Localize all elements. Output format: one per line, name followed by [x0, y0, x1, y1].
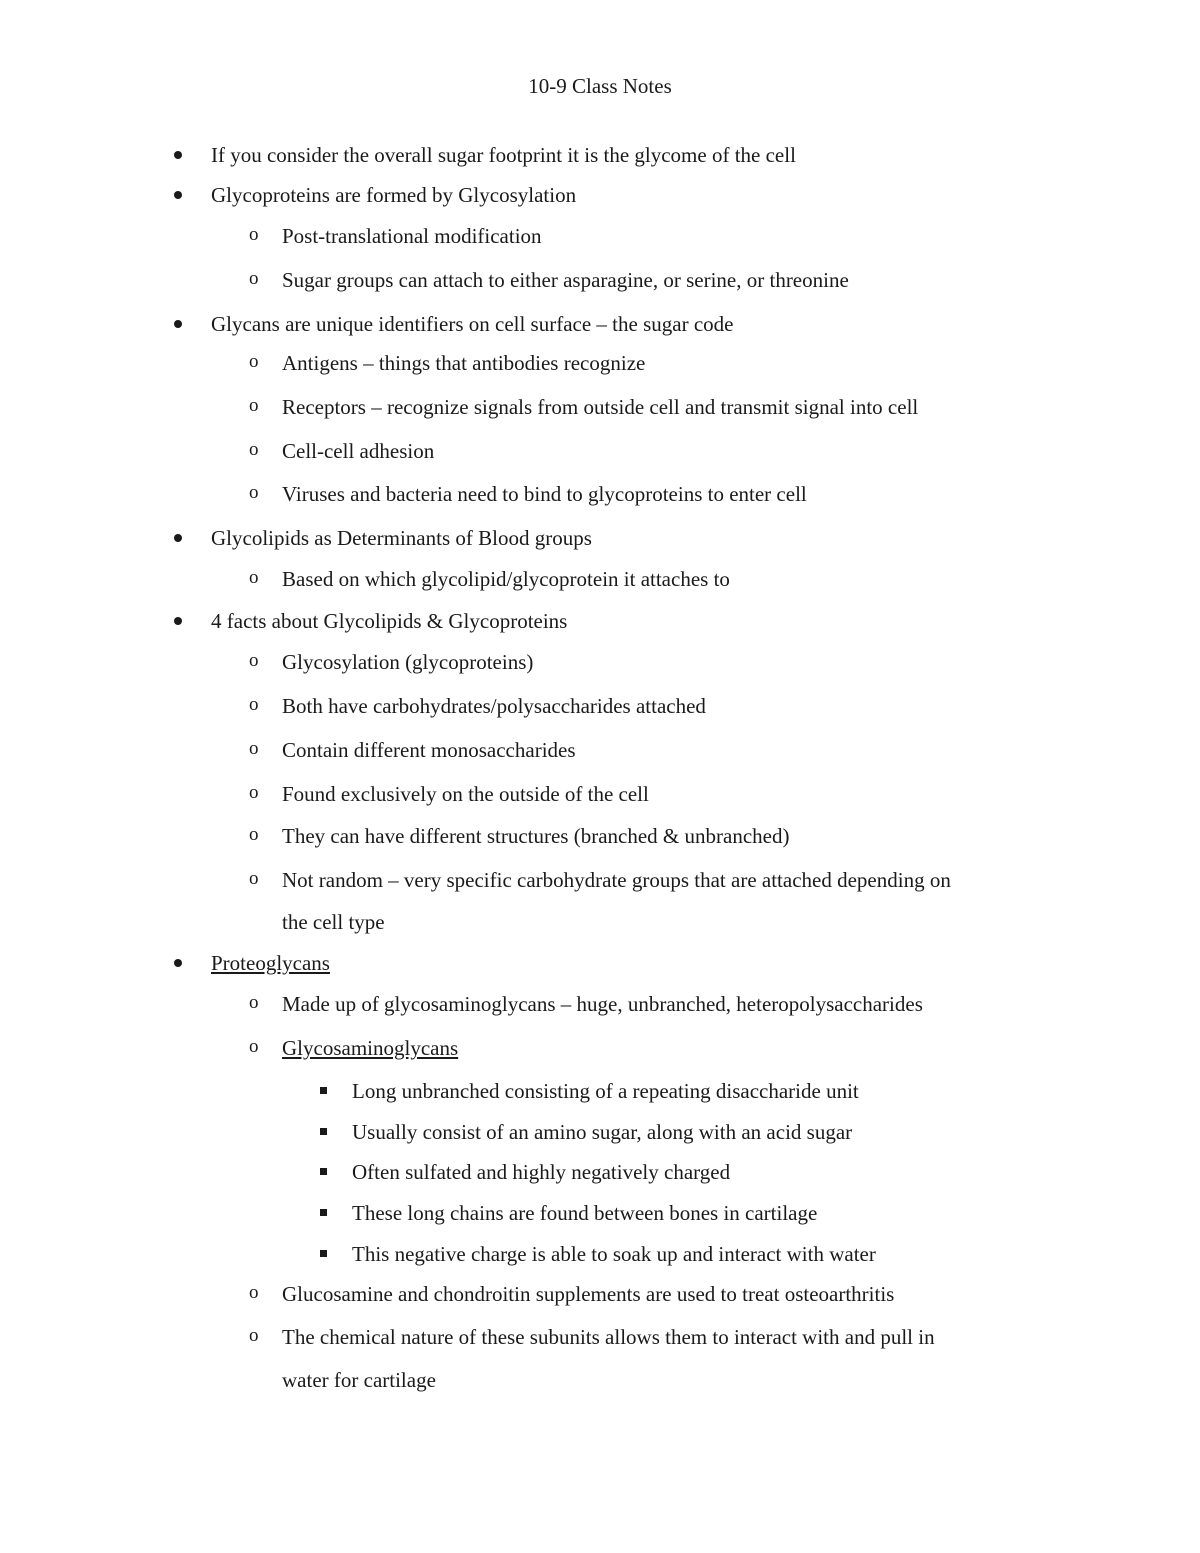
bullet-circle-marker: o: [249, 482, 259, 503]
bullet-dot-icon: [174, 959, 186, 971]
list-item-text: Not random – very specific carbohydrate groups that are attached depending on: [282, 868, 951, 892]
list-item-text: This negative charge is able to soak up and interact with water: [352, 1242, 876, 1266]
bullet-square-icon: [320, 1087, 327, 1094]
list-item-text: Receptors – recognize signals from outside cell and transmit signal into cell: [282, 395, 919, 419]
list-item-text: Antigens – things that antibodies recognize: [282, 351, 646, 375]
list-item-text: They can have different structures (branched & unbranched): [282, 824, 790, 848]
bullet-square-icon: [320, 1209, 327, 1216]
bullet-circle-marker: o: [249, 738, 259, 759]
bullet-circle-marker: o: [249, 782, 259, 803]
bullet-circle-marker: o: [249, 268, 259, 289]
list-item-text: Glycosaminoglycans: [282, 1036, 459, 1060]
list-item-continuation-text: water for cartilage: [282, 1368, 436, 1392]
list-item-text: 4 facts about Glycolipids & Glycoproteins: [211, 609, 568, 633]
list-item-text: Glycosylation (glycoproteins): [282, 650, 534, 674]
list-item-text: Both have carbohydrates/polysaccharides attached: [282, 694, 706, 718]
bullet-square-icon: [320, 1128, 327, 1135]
list-item-text: Often sulfated and highly negatively charged: [352, 1160, 731, 1184]
list-item-text: These long chains are found between bones in cartilage: [352, 1201, 818, 1225]
list-item-text: Contain different monosaccharides: [282, 738, 576, 762]
bullet-circle-marker: o: [249, 1036, 259, 1057]
bullet-dot-icon: [174, 534, 186, 546]
bullet-circle-marker: o: [249, 650, 259, 671]
list-item-text: Viruses and bacteria need to bind to glycoproteins to enter cell: [282, 482, 807, 506]
page-title: 10-9 Class Notes: [528, 74, 672, 98]
bullet-circle-marker: o: [249, 868, 259, 889]
bullet-dot-icon: [174, 617, 186, 629]
bullet-dot-icon: [174, 320, 186, 332]
bullet-circle-marker: o: [249, 567, 259, 588]
bullet-circle-marker: o: [249, 439, 259, 460]
bullet-circle-marker: o: [249, 824, 259, 845]
bullet-circle-marker: o: [249, 992, 259, 1013]
list-item-text: Cell-cell adhesion: [282, 439, 435, 463]
list-item-text: The chemical nature of these subunits allows them to interact with and pull in: [282, 1325, 935, 1349]
list-item-text: Glycoproteins are formed by Glycosylation: [211, 183, 577, 207]
list-item-text: Glucosamine and chondroitin supplements are used to treat osteoarthritis: [282, 1282, 895, 1306]
bullet-circle-marker: o: [249, 351, 259, 372]
list-item-text: Found exclusively on the outside of the cell: [282, 782, 649, 806]
list-item-text: Post-translational modification: [282, 224, 542, 248]
list-item-text: If you consider the overall sugar footprint it is the glycome of the cell: [211, 143, 796, 167]
list-item-text: Glycolipids as Determinants of Blood groups: [211, 526, 592, 550]
bullet-circle-marker: o: [249, 395, 259, 416]
bullet-square-icon: [320, 1168, 327, 1175]
bullet-circle-marker: o: [249, 224, 259, 245]
list-item-text: Usually consist of an amino sugar, along with an acid sugar: [352, 1120, 853, 1144]
list-item-text: Made up of glycosaminoglycans – huge, unbranched, heteropolysaccharides: [282, 992, 923, 1016]
list-item-text: Sugar groups can attach to either asparagine, or serine, or threonine: [282, 268, 849, 292]
list-item-text: Long unbranched consisting of a repeating disaccharide unit: [352, 1079, 859, 1103]
bullet-dot-icon: [174, 191, 186, 203]
bullet-circle-marker: o: [249, 694, 259, 715]
list-item-text: Glycans are unique identifiers on cell surface – the sugar code: [211, 312, 734, 336]
bullet-dot-icon: [174, 151, 186, 163]
bullet-circle-marker: o: [249, 1325, 259, 1346]
bullet-square-icon: [320, 1250, 327, 1257]
list-item-text: Proteoglycans: [211, 951, 330, 975]
list-item-continuation-text: the cell type: [282, 910, 385, 934]
list-item-text: Based on which glycolipid/glycoprotein it attaches to: [282, 567, 730, 591]
bullet-circle-marker: o: [249, 1282, 259, 1303]
